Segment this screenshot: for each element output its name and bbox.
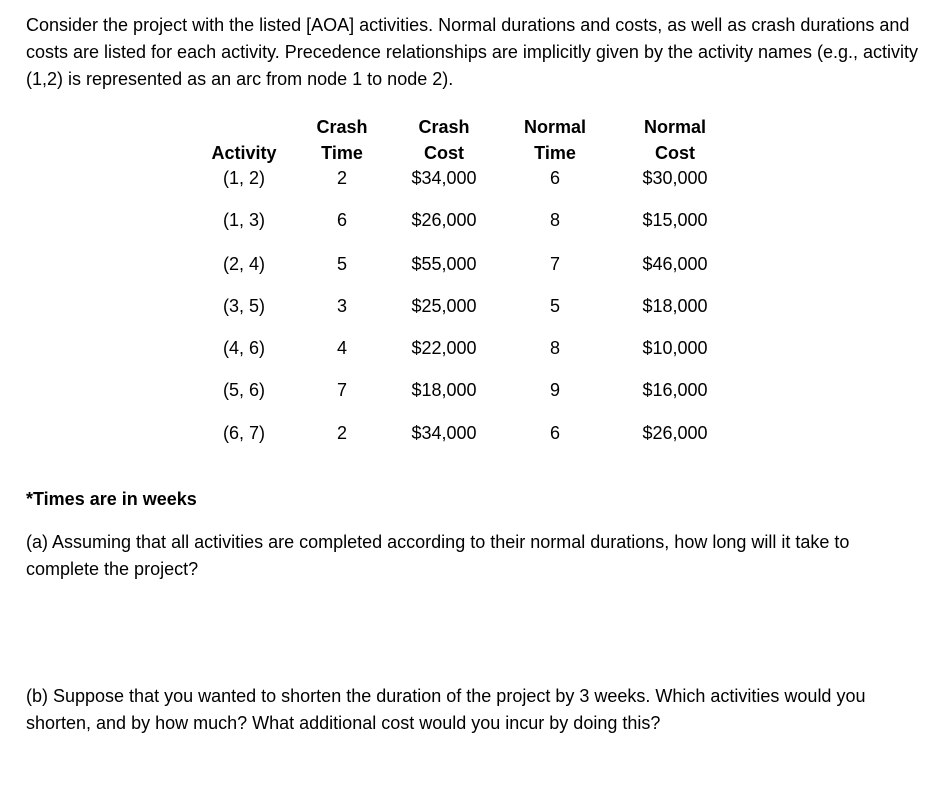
header-normal-cost-line2: Cost (655, 143, 695, 163)
cell-normal-cost: $16,000 (642, 380, 708, 400)
cell-normal-time: 8 (549, 338, 561, 358)
cell-crash-cost: $22,000 (411, 338, 477, 358)
question-a: (a) Assuming that all activities are completed according to their normal durations, how long will it take to complete the project? (26, 532, 850, 579)
cell-normal-cost: $15,000 (642, 210, 708, 230)
cell-normal-cost: $10,000 (642, 338, 708, 358)
cell-activity: (2, 4) (222, 254, 266, 274)
cell-normal-cost: $46,000 (642, 254, 708, 274)
question-b: (b) Suppose that you wanted to shorten the duration of the project by 3 weeks. Which activities would you shorten, and by how much? What additional cost would you incur by doing this? (26, 686, 866, 733)
cell-crash-time: 6 (336, 210, 348, 230)
header-crash-cost-line1: Crash (418, 117, 470, 137)
cell-crash-cost: $34,000 (411, 423, 477, 443)
cell-crash-cost: $25,000 (411, 296, 477, 316)
cell-normal-time: 5 (549, 296, 561, 316)
header-crash-time-line1: Crash (316, 117, 368, 137)
cell-normal-time: 7 (549, 254, 561, 274)
header-normal-time-line1: Normal (523, 117, 587, 137)
header-activity: Activity (211, 143, 277, 163)
cell-crash-time: 2 (336, 423, 348, 443)
cell-normal-cost: $30,000 (642, 168, 708, 188)
cell-crash-time: 3 (336, 296, 348, 316)
header-normal-time-line2: Time (534, 143, 576, 163)
cell-normal-cost: $18,000 (642, 296, 708, 316)
cell-activity: (3, 5) (222, 296, 266, 316)
cell-crash-time: 4 (336, 338, 348, 358)
header-normal-cost-line1: Normal (643, 117, 707, 137)
cell-crash-cost: $26,000 (411, 210, 477, 230)
cell-crash-time: 2 (336, 168, 348, 188)
cell-crash-cost: $34,000 (411, 168, 477, 188)
cell-activity: (4, 6) (222, 338, 266, 358)
cell-normal-time: 9 (549, 380, 561, 400)
cell-activity: (5, 6) (222, 380, 266, 400)
cell-activity: (1, 2) (222, 168, 266, 188)
problem-intro: Consider the project with the listed [AOA] activities. Normal durations and costs, as well as crash durations and costs are listed for each activity. Precedence relationships are implicitly given by the activity names (e.g., activity (1,2) is represented as an arc from node 1 to node 2). (26, 15, 919, 89)
units-note: *Times are in weeks (26, 489, 197, 509)
cell-crash-cost: $18,000 (411, 380, 477, 400)
header-crash-time-line2: Time (321, 143, 363, 163)
cell-activity: (1, 3) (222, 210, 266, 230)
cell-crash-time: 5 (336, 254, 348, 274)
cell-normal-time: 8 (549, 210, 561, 230)
cell-normal-cost: $26,000 (642, 423, 708, 443)
cell-crash-cost: $55,000 (411, 254, 477, 274)
cell-crash-time: 7 (336, 380, 348, 400)
cell-normal-time: 6 (549, 423, 561, 443)
cell-normal-time: 6 (549, 168, 561, 188)
header-crash-cost-line2: Cost (424, 143, 464, 163)
cell-activity: (6, 7) (222, 423, 266, 443)
